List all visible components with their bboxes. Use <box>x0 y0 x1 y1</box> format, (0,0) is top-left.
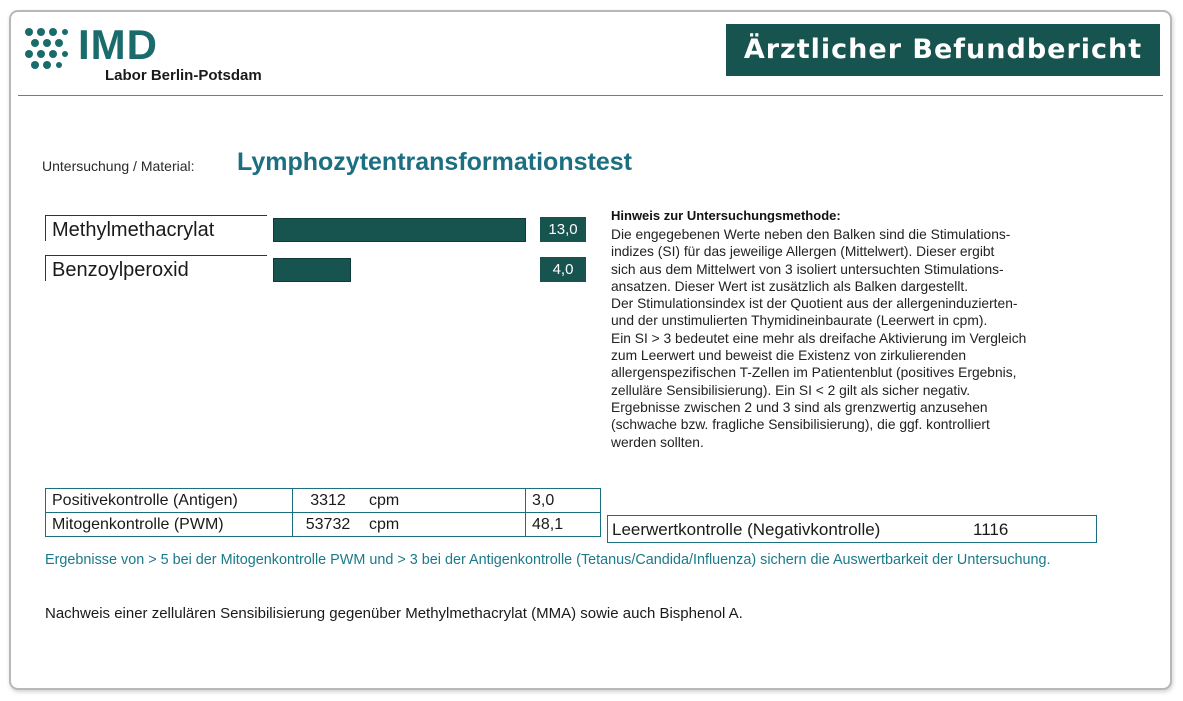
negative-control-name: Leerwertkontrolle (Negativkontrolle) <box>612 520 881 539</box>
bar-value-label: 13,0 <box>540 217 586 242</box>
bar <box>273 218 526 242</box>
logo-name: IMD <box>78 21 158 68</box>
bar-value-label: 4,0 <box>540 257 586 282</box>
hint-title: Hinweis zur Untersuchungsmethode: <box>611 208 841 223</box>
control-count: 3312 <box>310 491 346 509</box>
hint-line: allergenspezifischen T-Zellen im Patientenblut (positives Ergebnis, <box>611 365 1017 381</box>
bar-label: Benzoylperoxid <box>45 255 267 281</box>
hint-line: zum Leerwert und beweist die Existenz von zirkulierenden <box>611 348 967 364</box>
exam-value: Lymphozytentransformationstest <box>237 148 632 176</box>
table-row <box>46 489 601 513</box>
hint-line: und der unstimulierten Thymidineinbaurate (Leerwert in cpm). <box>611 313 988 329</box>
hint-line: indizes (SI) für das jeweilige Allergen (Mittelwert). Dieser ergibt <box>611 244 995 260</box>
hint-line: Die engegebenen Werte neben den Balken sind die Stimulations- <box>611 227 1011 242</box>
control-si: 3,0 <box>526 489 601 513</box>
controls-table <box>45 488 601 537</box>
control-unit: cpm <box>369 515 400 533</box>
hint-line: (schwache bzw. fragliche Sensibilisierung), die ggf. kontrolliert <box>611 417 990 433</box>
hint-body <box>611 226 1131 451</box>
control-name: Positivekontrolle (Antigen) <box>46 489 293 513</box>
hint-line: ansatzen. Dieser Wert ist zusätzlich als Balken dargestellt. <box>611 278 969 294</box>
control-name: Mitogenkontrolle (PWM) <box>46 513 293 537</box>
hint-line: sich aus dem Mittelwert von 3 isoliert untersuchten Stimulations- <box>611 261 1004 277</box>
control-count: 53732 <box>305 515 351 533</box>
hint-line: Ergebnisse zwischen 2 und 3 sind als grenzwertig anzusehen <box>611 399 988 415</box>
bar <box>273 258 351 282</box>
control-si: 48,1 <box>526 513 601 537</box>
hint-line: werden sollten. <box>611 434 704 450</box>
negative-control-box <box>607 515 1097 543</box>
hint-line: Ein SI > 3 bedeutet eine mehr als dreifache Aktivierung im Vergleich <box>611 330 1027 346</box>
logo-subtitle: Labor Berlin-Potsdam <box>105 67 262 84</box>
evaluation-note: Ergebnisse von > 5 bei der Mitogenkontrolle PWM und > 3 bei der Antigenkontrolle (Tetanus/Candida/Influenza) sichern die Auswertbarkeit der Untersuchung. <box>45 552 1051 568</box>
logo-dots-icon <box>23 26 71 74</box>
control-count-cell <box>293 489 526 513</box>
table-row <box>46 513 601 537</box>
conclusion: Nachweis einer zellulären Sensibilisierung gegenüber Methylmethacrylat (MMA) sowie auch Bisphenol A. <box>45 605 743 622</box>
negative-control-value: 1116 <box>973 520 1009 539</box>
control-count-cell <box>293 513 526 537</box>
hint-line: Der Stimulationsindex ist der Quotient aus der allergeninduzierten- <box>611 296 1018 312</box>
report-title: Ärztlicher Befundbericht <box>726 24 1160 76</box>
bar-label: Methylmethacrylat <box>45 215 267 241</box>
exam-label: Untersuchung / Material: <box>42 158 195 174</box>
header-divider <box>18 95 1163 96</box>
hint-line: zelluläre Sensibilisierung). Ein SI < 2 gilt als sicher negativ. <box>611 382 971 398</box>
control-unit: cpm <box>369 491 400 509</box>
